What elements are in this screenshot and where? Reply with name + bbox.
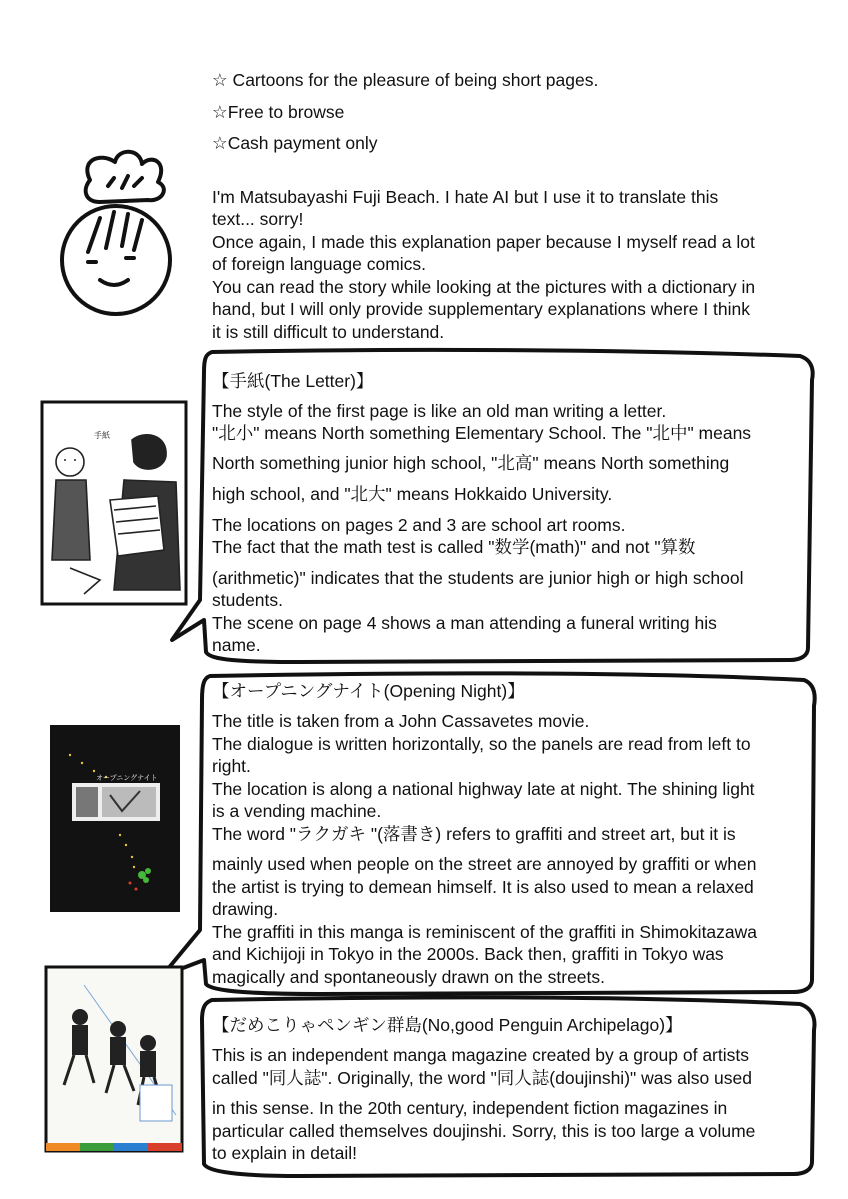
thumbnail-title: 手紙 — [94, 431, 110, 440]
section-line: name. — [212, 635, 261, 655]
section-letter — [212, 370, 812, 660]
intro-line: I'm Matsubayashi Fuji Beach. I hate AI but I use it to translate this — [212, 187, 719, 207]
intro-paragraph — [212, 186, 832, 346]
section-line: called "同人誌". Originally, the word "同人誌(doujinshi)" was also used — [212, 1068, 752, 1088]
section-line: magically and spontaneously drawn on the streets. — [212, 967, 606, 987]
thumbnail-opening-night — [50, 725, 180, 912]
section-line: The title is taken from a John Cassavetes movie. — [212, 711, 590, 731]
thumbnail-penguin-archipelago — [44, 965, 184, 1155]
section-title: 【オープニングナイト(Opening Night)】 — [212, 681, 525, 701]
section-line: The scene on page 4 shows a man attending a funeral writing his — [212, 613, 717, 633]
bullet-free-browse: ☆Free to browse — [212, 102, 345, 122]
section-line: The graffiti in this manga is reminiscent of the graffiti in Shimokitazawa — [212, 922, 758, 942]
intro-bullets — [212, 0, 812, 160]
section-line: This is an independent manga magazine created by a group of artists — [212, 1045, 749, 1065]
section-line: The word "ラクガキ "(落書き) refers to graffiti and street art, but it is — [212, 824, 736, 844]
thumbnail-title: オープニングナイト — [96, 774, 158, 782]
section-line: The fact that the math test is called "数学(math)" and not "算数 — [212, 537, 696, 557]
section-line: "北小" means North something Elementary School. The "北中" means — [212, 423, 752, 443]
section-opening-night — [212, 680, 822, 990]
intro-line: text... sorry! — [212, 209, 304, 229]
intro-line: You can read the story while looking at the pictures with a dictionary in — [212, 277, 756, 297]
intro-line: of foreign language comics. — [212, 254, 427, 274]
section-line: high school, and "北大" means Hokkaido University. — [212, 484, 613, 504]
section-line: drawing. — [212, 899, 279, 919]
intro-line: hand, but I will only provide supplementary explanations where I think — [212, 299, 750, 319]
thumbnail-letter — [40, 400, 188, 606]
section-line: particular called themselves doujinshi. Sorry, this is too large a volume — [212, 1121, 756, 1141]
section-line: The dialogue is written horizontally, so the panels are read from left to — [212, 734, 751, 754]
section-line: The location is along a national highway late at night. The shining light — [212, 779, 755, 799]
bullet-cash-payment: ☆Cash payment only — [212, 133, 378, 153]
section-penguin-archipelago — [212, 1014, 822, 1174]
section-line: The locations on pages 2 and 3 are school art rooms. — [212, 515, 626, 535]
bullet-short-pages: ☆ Cartoons for the pleasure of being short pages. — [212, 70, 599, 90]
section-line: is a vending machine. — [212, 801, 382, 821]
section-line: the artist is trying to demean himself. It is also used to mean a relaxed — [212, 877, 754, 897]
section-line: The style of the first page is like an old man writing a letter. — [212, 401, 667, 421]
section-line: and Kichijoji in Tokyo in the 2000s. Back then, graffiti in Tokyo was — [212, 944, 724, 964]
section-line: students. — [212, 590, 284, 610]
section-line: right. — [212, 756, 251, 776]
section-line: (arithmetic)" indicates that the students are junior high or high school — [212, 568, 744, 588]
section-line: North something junior high school, "北高" means North something — [212, 453, 730, 473]
section-line: to explain in detail! — [212, 1143, 357, 1163]
intro-line: it is still difficult to understand. — [212, 322, 445, 342]
section-line: in this sense. In the 20th century, independent fiction magazines in — [212, 1098, 728, 1118]
section-title: 【だめこりゃペンギン群島(No,good Penguin Archipelago)】 — [212, 1015, 683, 1035]
intro-line: Once again, I made this explanation paper because I myself read a lot — [212, 232, 755, 252]
section-line: mainly used when people on the street are annoyed by graffiti or when — [212, 854, 757, 874]
section-title: 【手紙(The Letter)】 — [212, 371, 374, 391]
